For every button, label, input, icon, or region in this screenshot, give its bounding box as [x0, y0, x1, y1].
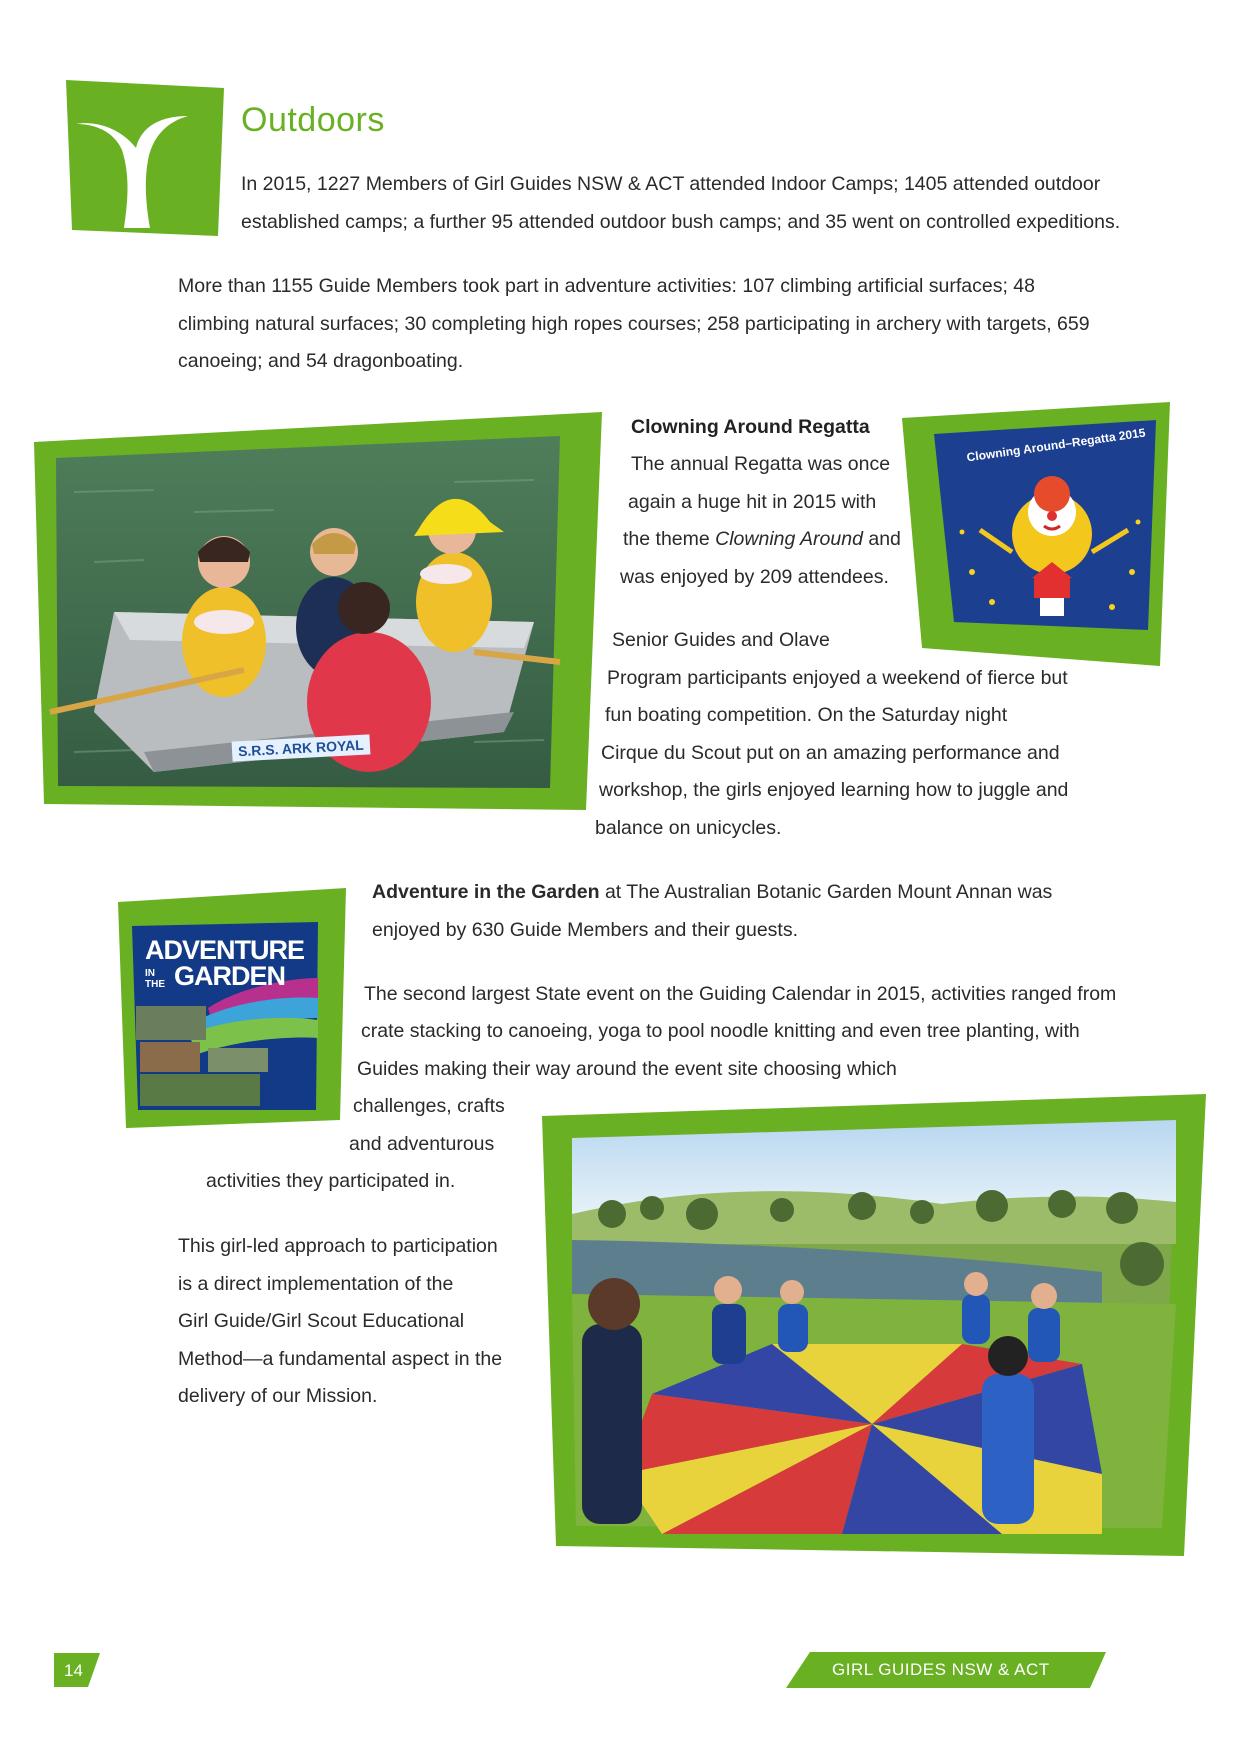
- method-paragraph: [178, 1228, 518, 1416]
- regatta-heading: Clowning Around Regatta: [631, 416, 870, 438]
- method-line: is a direct implementation of the: [178, 1272, 454, 1295]
- garden-line: [372, 874, 1052, 912]
- garden-logo: [118, 888, 348, 1128]
- page-number-tab: [54, 1653, 100, 1687]
- adventure-stats-paragraph: [178, 268, 1128, 381]
- footer-org-tab: [786, 1652, 1106, 1688]
- garden-detail-line: activities they participated in.: [206, 1170, 456, 1192]
- stats-line: More than 1155 Guide Members took part in adventure activities: 107 climbing artificial surfaces; 48: [178, 275, 1035, 297]
- regatta-theme-post: and: [862, 528, 901, 550]
- stats-line: climbing natural surfaces; 30 completing high ropes courses; 258 participating in archery with targets, 659: [178, 312, 1090, 335]
- method-line: Method—a fundamental aspect in the: [178, 1347, 503, 1370]
- regatta-detail-line: fun boating competition. On the Saturday night: [605, 704, 1008, 726]
- regatta-detail-line: balance on unicycles.: [595, 817, 782, 839]
- boat-label: S.R.S. ARK ROYAL: [232, 734, 371, 761]
- garden-logo-line1: ADVENTURE: [145, 935, 305, 965]
- garden-detail-line: and adventurous: [349, 1133, 495, 1155]
- method-line: Girl Guide/Girl Scout Educational: [178, 1310, 465, 1332]
- regatta-logo-text: Clowning Around–Regatta 2015: [965, 425, 1147, 465]
- section-title: Outdoors: [241, 101, 385, 139]
- regatta-logo: [902, 402, 1170, 666]
- garden-detail-line: Guides making their way around the event site choosing which: [357, 1058, 897, 1080]
- regatta-photo: [34, 412, 606, 810]
- intro-paragraph: [241, 166, 1141, 241]
- garden-photo: [542, 1094, 1206, 1556]
- method-line: This girl-led approach to participation: [178, 1235, 498, 1257]
- footer-org-name: GIRL GUIDES NSW & ACT: [832, 1660, 1050, 1679]
- regatta-line: was enjoyed by 209 attendees.: [620, 566, 889, 588]
- regatta-line: [623, 521, 901, 559]
- regatta-detail-line: Cirque du Scout put on an amazing performance and: [601, 742, 1060, 764]
- regatta-detail-line: workshop, the girls enjoyed learning how to juggle and: [599, 779, 1069, 801]
- garden-logo-line2: GARDEN: [174, 961, 286, 991]
- garden-detail-line: challenges, crafts: [353, 1095, 505, 1117]
- garden-line-rest: at The Australian Botanic Garden Mount Annan was: [599, 881, 1053, 903]
- stats-line: canoeing; and 54 dragonboating.: [178, 350, 464, 372]
- page-number: 14: [64, 1661, 83, 1680]
- regatta-detail-line: Program participants enjoyed a weekend of fierce but: [607, 667, 1068, 689]
- garden-logo-line2-small: IN THE: [145, 968, 165, 990]
- method-line: delivery of our Mission.: [178, 1385, 378, 1407]
- tree-icon: [66, 80, 224, 236]
- regatta-theme: Clowning Around: [715, 528, 863, 550]
- garden-heading: Adventure in the Garden: [372, 881, 600, 903]
- garden-line: enjoyed by 630 Guide Members and their guests.: [372, 919, 799, 941]
- intro-line: established camps; a further 95 attended outdoor bush camps; and 35 went on controlled expeditions.: [241, 210, 1121, 233]
- garden-detail-line: The second largest State event on the Guiding Calendar in 2015, activities ranged from: [364, 983, 1117, 1005]
- regatta-line: again a huge hit in 2015 with: [628, 491, 877, 513]
- garden-detail-line: crate stacking to canoeing, yoga to pool noodle knitting and even tree planting, with: [361, 1020, 1080, 1042]
- regatta-theme-pre: the theme: [623, 528, 716, 550]
- regatta-detail-line: Senior Guides and Olave: [612, 629, 830, 651]
- intro-line: In 2015, 1227 Members of Girl Guides NSW & ACT attended Indoor Camps; 1405 attended outdoor: [241, 173, 1101, 195]
- regatta-line: The annual Regatta was once: [631, 453, 891, 475]
